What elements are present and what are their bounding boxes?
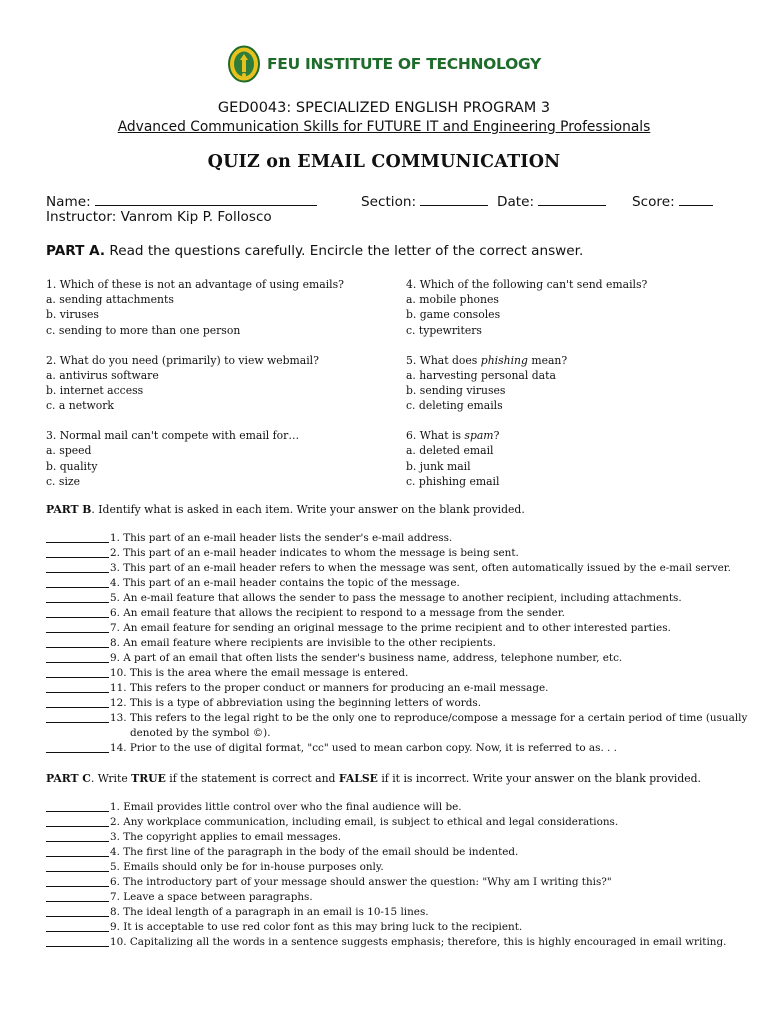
list-item	[46, 860, 736, 875]
choice: a. harvesting personal data	[406, 368, 556, 382]
answer-blank	[46, 722, 109, 723]
list-item	[46, 800, 736, 815]
choice: a. antivirus software	[46, 368, 159, 382]
list-item	[46, 920, 736, 935]
section-blank	[420, 193, 488, 206]
answer-blank	[46, 647, 109, 648]
part-a-label: PART A.	[46, 243, 106, 259]
answer-blank	[46, 826, 109, 827]
part-b-items	[46, 531, 748, 756]
item-text: 3. The copyright applies to email messages.	[110, 831, 342, 843]
question-block	[406, 277, 746, 338]
list-item	[46, 546, 736, 561]
choice: b. game consoles	[406, 308, 501, 322]
part-a-right-column	[406, 277, 746, 504]
part-c-instructions: . Write	[90, 772, 132, 785]
list-item	[46, 890, 736, 905]
answer-blank	[46, 542, 109, 543]
list-item	[46, 681, 736, 696]
question-term: spam	[464, 429, 494, 443]
score-blank	[679, 193, 713, 206]
answer-blank	[46, 602, 109, 603]
date-field	[497, 193, 606, 210]
list-item	[46, 815, 736, 830]
choice: b. viruses	[46, 308, 99, 322]
question-term: phishing	[480, 353, 528, 367]
item-text: 7. An email feature for sending an original message to the prime recipient and to other interested parties.	[110, 622, 671, 634]
institution-name: FEU INSTITUTE OF TECHNOLOGY	[267, 55, 541, 73]
list-item	[46, 830, 736, 845]
question-block	[46, 428, 386, 489]
choice: b. quality	[46, 459, 98, 473]
item-text: 11. This refers to the proper conduct or manners for producing an e-mail message.	[110, 682, 549, 694]
choice: a. sending attachments	[46, 293, 174, 307]
part-c-instructions: if the statement is correct and	[165, 772, 339, 785]
item-text: 7. Leave a space between paragraphs.	[110, 891, 313, 903]
list-item	[46, 561, 736, 576]
part-a-instructions: Read the questions carefully. Encircle the letter of the correct answer.	[105, 243, 584, 259]
item-text: 2. This part of an e-mail header indicates to whom the message is being sent.	[110, 547, 519, 559]
score-field	[632, 193, 713, 210]
item-text: 6. The introductory part of your message should answer the question: "Why am I writing this?"	[110, 876, 612, 888]
list-item	[46, 636, 736, 651]
answer-blank	[46, 557, 109, 558]
list-item	[46, 576, 736, 591]
item-text: 2. Any workplace communication, including email, is subject to ethical and legal considerations.	[110, 816, 619, 828]
choice: b. internet access	[46, 384, 144, 398]
answer-blank	[46, 841, 109, 842]
choice: c. size	[46, 474, 80, 488]
item-text: 9. A part of an email that often lists the sender's business name, address, telephone number, etc.	[110, 652, 623, 664]
answer-blank	[46, 811, 109, 812]
list-item	[46, 696, 736, 711]
part-b-header	[46, 502, 736, 517]
instructor-line: Instructor: Vanrom Kip P. Follosco	[46, 209, 272, 225]
part-b-label: PART B	[46, 503, 92, 516]
part-a-left-column	[46, 277, 386, 504]
course-subtitle: Advanced Communication Skills for FUTURE IT and Engineering Professionals	[117, 119, 651, 135]
item-text: 10. Capitalizing all the words in a sentence suggests emphasis; therefore, this is highly encouraged in email writing.	[110, 936, 727, 948]
item-text: 1. Email provides little control over who the final audience will be.	[110, 801, 462, 813]
score-label: Score:	[632, 194, 675, 210]
question-text	[406, 353, 746, 368]
list-item	[46, 591, 736, 606]
part-c-header	[46, 771, 736, 786]
item-text: 3. This part of an e-mail header refers to when the message was sent, often automatically issued by the e-mail server.	[110, 562, 731, 574]
choice: c. phishing email	[406, 474, 500, 488]
answer-blank	[46, 752, 109, 753]
choice: c. deleting emails	[406, 399, 503, 413]
answer-blank	[46, 856, 109, 857]
answer-blank	[46, 871, 109, 872]
choice: c. a network	[46, 399, 114, 413]
question-block	[406, 428, 746, 489]
date-label: Date:	[497, 194, 535, 210]
name-label: Name:	[46, 194, 91, 210]
section-label: Section:	[361, 194, 417, 210]
answer-blank	[46, 931, 109, 932]
item-text: 14. Prior to the use of digital format, "cc" used to mean carbon copy. Now, it is referred to as. . .	[110, 742, 617, 754]
quiz-title: QUIZ on EMAIL COMMUNICATION	[207, 152, 561, 172]
answer-blank	[46, 916, 109, 917]
course-title: GED0043: SPECIALIZED ENGLISH PROGRAM 3	[217, 100, 551, 116]
list-item	[46, 935, 736, 950]
institution-header	[0, 42, 768, 86]
list-item	[46, 531, 736, 546]
question-text: 4. Which of the following can't send emails?	[406, 278, 648, 291]
list-item	[46, 741, 736, 756]
answer-blank	[46, 886, 109, 887]
answer-blank	[46, 587, 109, 588]
name-field	[46, 193, 317, 210]
question-text	[406, 428, 746, 443]
item-text: 1. This part of an e-mail header lists the sender's e-mail address.	[110, 532, 453, 544]
item-text: 5. An e-mail feature that allows the sender to pass the message to another recipient, including attachments.	[110, 592, 682, 604]
answer-blank	[46, 707, 109, 708]
part-c-label: PART C	[46, 772, 91, 785]
feu-seal-icon	[227, 45, 261, 83]
question-text: 1. Which of these is not an advantage of using emails?	[46, 278, 344, 291]
list-item	[46, 651, 736, 666]
date-blank	[538, 193, 606, 206]
answer-blank	[46, 617, 109, 618]
question-text-pre: 6. What is	[406, 429, 465, 443]
question-text-post: mean?	[527, 353, 568, 367]
answer-blank	[46, 662, 109, 663]
question-block	[406, 353, 746, 414]
question-block	[46, 277, 386, 338]
answer-blank	[46, 901, 109, 902]
part-b-instructions: . Identify what is asked in each item. Write your answer on the blank provided.	[91, 503, 525, 516]
list-item	[46, 666, 736, 681]
choice: b. sending viruses	[406, 384, 506, 398]
choice: a. speed	[46, 444, 92, 458]
name-blank	[95, 193, 317, 206]
item-text: 8. The ideal length of a paragraph in an email is 10-15 lines.	[110, 906, 429, 918]
part-c-instructions: if it is incorrect. Write your answer on the blank provided.	[377, 772, 701, 785]
part-c-items	[46, 800, 736, 950]
question-block	[46, 353, 386, 414]
false-keyword: FALSE	[338, 772, 378, 785]
true-keyword: TRUE	[131, 772, 166, 785]
question-text: 2. What do you need (primarily) to view webmail?	[46, 353, 319, 367]
answer-blank	[46, 632, 109, 633]
list-item	[46, 606, 736, 621]
list-item	[46, 845, 736, 860]
question-text: 3. Normal mail can't compete with email for…	[46, 429, 300, 443]
list-item	[46, 905, 736, 920]
item-text: 4. This part of an e-mail header contains the topic of the message.	[110, 577, 460, 589]
list-item	[46, 621, 736, 636]
item-text: 5. Emails should only be for in-house purposes only.	[110, 861, 384, 873]
choice: c. typewriters	[406, 323, 482, 337]
choice: b. junk mail	[406, 459, 471, 473]
choice: a. mobile phones	[406, 293, 499, 307]
list-item	[46, 875, 736, 890]
item-text: 8. An email feature where recipients are invisible to the other recipients.	[110, 637, 496, 649]
item-text: 12. This is a type of abbreviation using the beginning letters of words.	[110, 697, 481, 709]
list-item	[46, 711, 748, 741]
item-text: 9. It is acceptable to use red color font as this may bring luck to the recipient.	[110, 921, 523, 933]
answer-blank	[46, 692, 109, 693]
item-text: 13. This refers to the legal right to be the only one to reproduce/compose a message for a certain period of time (usually	[110, 712, 748, 724]
choice: c. sending to more than one person	[46, 323, 241, 337]
item-text-continuation: denoted by the symbol ©).	[130, 727, 271, 739]
question-text-post: ?	[493, 429, 500, 443]
answer-blank	[46, 677, 109, 678]
section-field	[361, 193, 488, 210]
part-a-header	[46, 243, 736, 259]
choice: a. deleted email	[406, 444, 494, 458]
answer-blank	[46, 946, 109, 947]
item-text: 6. An email feature that allows the recipient to respond to a message from the sender.	[110, 607, 565, 619]
answer-blank	[46, 572, 109, 573]
item-text: 4. The first line of the paragraph in the body of the email should be indented.	[110, 846, 519, 858]
item-text: 10. This is the area where the email message is entered.	[110, 667, 409, 679]
question-text-pre: 5. What does	[406, 353, 481, 367]
